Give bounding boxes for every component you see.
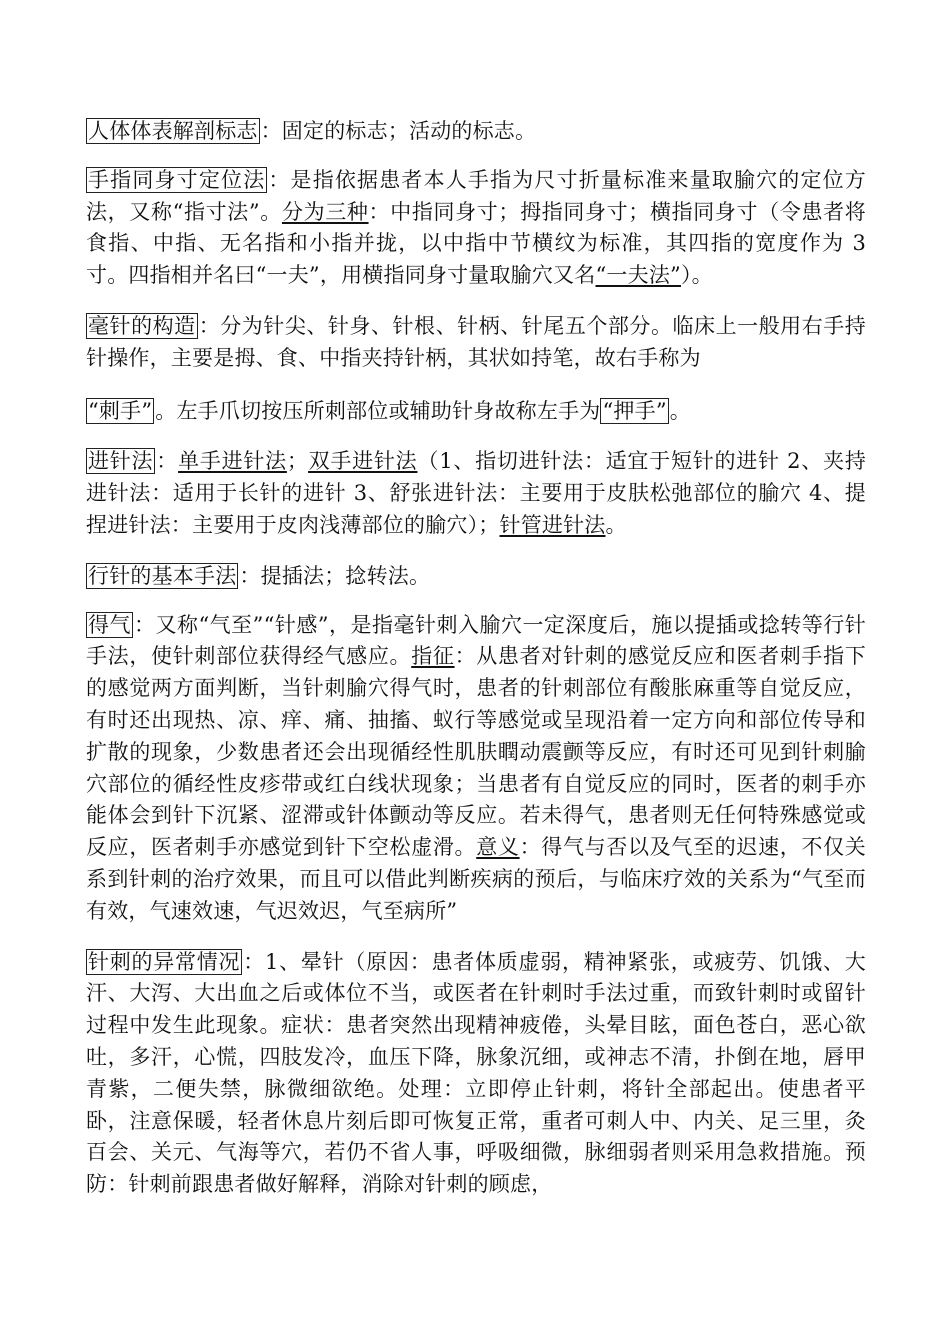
paragraph-anatomical-landmarks bbox=[86, 116, 866, 148]
underlined-text: “一夫法” bbox=[595, 263, 681, 288]
underlined-text: 针管进针法 bbox=[499, 512, 606, 537]
term-box: 针刺的异常情况 bbox=[88, 949, 241, 974]
term-box: 得气 bbox=[88, 612, 131, 637]
paragraph-text: 。 bbox=[605, 512, 627, 537]
paragraph-abnormal-conditions bbox=[86, 947, 866, 1201]
paragraph-text: 。 bbox=[669, 398, 691, 423]
document-page bbox=[86, 116, 866, 1220]
term-box: 进针法 bbox=[88, 449, 154, 474]
term-box: “押手” bbox=[602, 398, 667, 423]
paragraph-needle-insertion bbox=[86, 446, 866, 541]
underlined-text: 分为三种 bbox=[281, 199, 369, 224]
paragraph-needle-structure bbox=[86, 311, 866, 427]
underlined-text: 单手进针法 bbox=[178, 449, 287, 474]
paragraph-text: ：提插法；捻转法。 bbox=[239, 563, 431, 588]
paragraph-text: ：中指同身寸；拇指同身寸；横指同身寸（令患者将食指、中指、无名指和小指并拢，以中指中节横纹为标准，其四指的宽度作为 3 寸。四指相并名曰“一夫”，用横指同身寸量取腧穴又名 bbox=[86, 199, 866, 288]
term-box: “刺手” bbox=[88, 398, 153, 423]
paragraph-text: ：又称“气至”“针感”，是指毫针刺入腧穴一定深度后，施以提插或捻转等行针手法，使针刺部位获得经气感应。 bbox=[86, 612, 866, 669]
underlined-text: 指征 bbox=[411, 644, 455, 669]
underlined-text: 双手进针法 bbox=[308, 449, 418, 474]
underlined-text: 意义 bbox=[476, 835, 520, 860]
paragraph-text: 。左手爪切按压所刺部位或辅助针身故称左手为 bbox=[155, 398, 601, 423]
paragraph-text: ：是指依据患者本人手指为尺寸折量标准来量取腧穴的定位方法，又称“指寸法”。 bbox=[86, 167, 866, 224]
term-box: 行针的基本手法 bbox=[88, 563, 237, 588]
paragraph-deqi bbox=[86, 610, 866, 928]
paragraph-text: ； bbox=[286, 449, 309, 474]
paragraph-text: ：分为针尖、针身、针根、针柄、针尾五个部分。临床上一般用右手持针操作，主要是拇、食、中指夹持针柄，其状如持笔，故右手称为 bbox=[86, 313, 866, 370]
term-box: 人体体表解剖标志 bbox=[88, 119, 258, 143]
paragraph-finger-cun bbox=[86, 165, 866, 292]
paragraph-text: ）。 bbox=[680, 263, 713, 288]
term-box: 毫针的构造 bbox=[88, 313, 196, 338]
paragraph-text: ：从患者对针刺的感觉反应和医者刺手指下的感觉两方面判断，当针刺腧穴得气时，患者的针刺部位有酸胀麻重等自觉反应，有时还出现热、凉、痒、痛、抽搐、蚁行等感觉或呈现沿着一定方向和部位传导和扩散的现象，少数患者还会出现循经性肌肤瞤动震颤等反应，有时还可见到针刺腧穴部位的循经性皮疹带或红白线状现象；当患者有自觉反应的同时，医者的刺手亦能体会到针下沉紧、涩滞或针体颤动等反应。若未得气，患者则无任何特殊感觉或反应，医者刺手亦感觉到针下空松虚滑。 bbox=[86, 644, 866, 860]
paragraph-text: ：固定的标志；活动的标志。 bbox=[260, 119, 537, 143]
term-box: 手指同身寸定位法 bbox=[88, 167, 266, 192]
paragraph-text: ：得气与否以及气至的迟速，不仅关系到针刺的治疗效果，而且可以借此判断疾病的预后，与临床疗效的关系为“气至而有效，气速效速，气迟效迟，气至病所” bbox=[86, 835, 866, 923]
paragraph-gap bbox=[86, 375, 866, 396]
paragraph-text: ：1、晕针（原因：患者体质虚弱，精神紧张，或疲劳、饥饿、大汗、大泻、大出血之后或体位不当，或医者在针刺时手法过重，而致针刺时或留针过程中发生此现象。症状：患者突然出现精神疲倦，头晕目眩，面色苍白，恶心欲吐，多汗，心慌，四肢发冷，血压下降，脉象沉细，或神志不清，扑倒在地，唇甲青紫，二便失禁，脉微细欲绝。处理：立即停止针刺，将针全部起出。使患者平卧，注意保暖，轻者休息片刻后即可恢复正常，重者可刺人中、内关、足三里，灸百会、关元、气海等穴，若仍不省人事，呼吸细微，脉细弱者则采用急救措施。预防：针刺前跟患者做好解释，消除对针刺的顾虑， bbox=[86, 949, 866, 1197]
paragraph-text: ： bbox=[156, 449, 179, 474]
paragraph-basic-techniques bbox=[86, 561, 866, 593]
paragraph-text: （1、指切进针法：适宜于短针的进针 2、夹持进针法：适用于长针的进针 3、舒张进针法：主要用于皮肤松弛部位的腧穴 4、提捏进针法：主要用于皮肉浅薄部位的腧穴）； bbox=[86, 449, 867, 537]
